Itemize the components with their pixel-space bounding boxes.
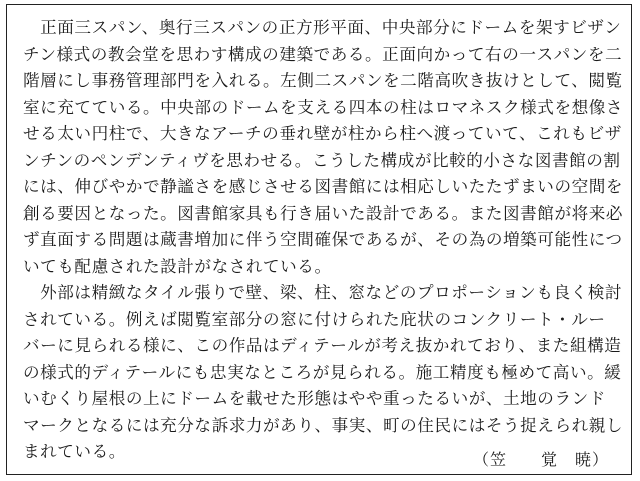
paragraph-2-line-6: マークとなるには充分な訴求力があり、事実、町の住民にはそう捉えられ親し bbox=[23, 415, 624, 435]
author-credit: （笠 覚 暁） bbox=[472, 450, 609, 469]
text-frame bbox=[6, 4, 632, 475]
paragraph-1-line-2: チン様式の教会堂を思わす構成の建築である。正面向かって右の一スパンを二 bbox=[23, 44, 623, 64]
paragraph-2-line-2: されている。例えば閲覧室部分の窓に付けられた庇状のコンクリート・ルー bbox=[23, 309, 606, 329]
paragraph-1-line-7: には、伸びやかで静謐さを感じさせる図書館には相応しいたたずまいの空間を bbox=[23, 177, 624, 196]
paragraph-2-line-1: 外部は精緻なタイル張りで壁、梁、柱、窓などのプロポーションも良く検討 bbox=[23, 283, 623, 302]
paragraph-1-line-8: 創る要因となった。図書館家具も行き届いた設計である。また図書館が将来必 bbox=[23, 203, 624, 223]
paragraph-2-line-4: の様式的ディテールにも忠実なところが見られる。施工精度も極めて高い。緩 bbox=[23, 362, 622, 382]
paragraph-1-line-5: せる太い円柱で、大きなアーチの垂れ壁が柱から柱へ渡っていて、これもビザ bbox=[23, 124, 622, 143]
paragraph-1-line-10: いても配慮された設計がなされている。 bbox=[23, 256, 332, 276]
paragraph-2-line-3: バーに見られる様に、この作品はディテールが考え抜かれており、また組構造 bbox=[23, 336, 622, 355]
paragraph-2-line-7: まれている。 bbox=[23, 442, 126, 461]
paragraph-2-line-5: いむくり屋根の上にドームを載せた形態はやや重ったるいが、土地のランド bbox=[23, 389, 606, 408]
article-body bbox=[23, 15, 623, 466]
paragraph-1-line-6: ンチンのペンデンティヴを思わせる。こうした構成が比較的小さな図書館の割 bbox=[23, 150, 621, 170]
paragraph-1-line-1: 正面三スパン、奥行三スパンの正方形平面、中央部分にドームを架すビザン bbox=[23, 18, 622, 37]
paragraph-1-line-4: 室に充てている。中央部のドームを支える四本の柱はロマネスク様式を想像さ bbox=[23, 97, 624, 117]
paragraph-1-line-3: 階層にし事務管理部門を入れる。左側二スパンを二階高吹き抜けとして、閲覧 bbox=[23, 71, 623, 90]
paragraph-1-line-9: ず直面する問題は蔵書増加に伴う空間確保であるが、その為の増築可能性につ bbox=[23, 230, 623, 249]
